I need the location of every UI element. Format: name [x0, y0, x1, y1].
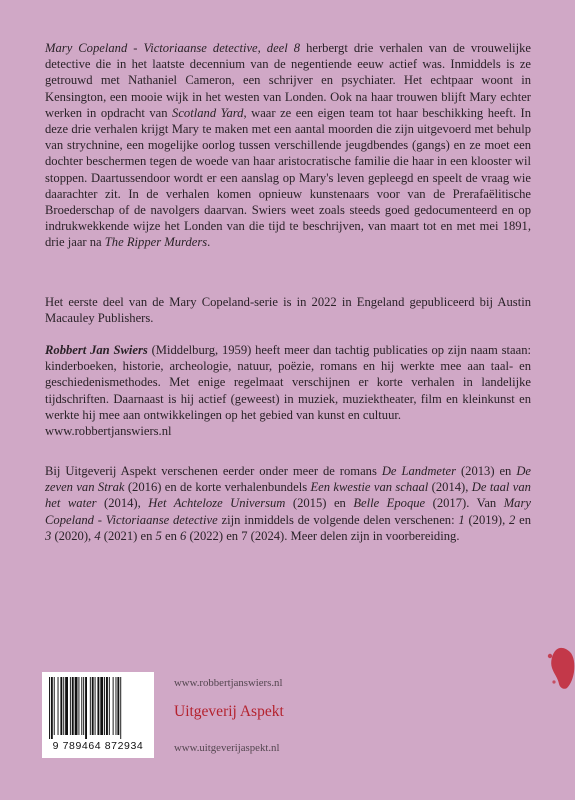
- bib-text: (2019),: [464, 512, 510, 527]
- red-paint-blot: [546, 644, 575, 690]
- author-bio-paragraph: [45, 342, 531, 439]
- book-title: De taal van het water: [45, 480, 531, 511]
- volume-number: 1: [458, 512, 465, 527]
- book-title: Het Achteloze Universum: [148, 496, 286, 511]
- publisher-name: Uitgeverij Aspekt: [174, 703, 284, 720]
- isbn-number: 9 789464 872934: [52, 740, 144, 752]
- series-title: Mary Copeland - Victoriaanse detective: [45, 496, 531, 527]
- author-name: Robbert Jan Swiers: [45, 343, 148, 357]
- scotland-yard: Scotland Yard: [172, 105, 244, 120]
- bib-text: (2013) en: [456, 464, 517, 478]
- book-title: Een kwestie van schaal: [310, 480, 429, 495]
- barcode-bars: [47, 677, 149, 739]
- bib-text: (2016) en de korte verhalenbundels: [124, 480, 311, 495]
- synopsis-text-1: herbergt drie verhalen van de vrouwelijke detective die in het laatste decennium van de negentiende eeuw actief was. Inmiddels is ze getrouwd met Nathaniel Cameron, een schrijver en psychiater. Het echtpaar woont in Kensington, een mooie wijk in het westen van Londen. Ook na haar trouwen blijft Mary echter werken in opdracht van: [45, 41, 532, 120]
- volume-number: 2: [509, 512, 516, 527]
- author-bio-text: (Middelburg, 1959) heeft meer dan tachtig publicaties op zijn naam staan: kinderboeken, historie, archeologie, natuur, poëzie, romans en hij werkte mee aan taal- en geschiedenismethodes. Met enige regelmaat verschijnen er korte verhalen in landelijke tijdschriften. Daarnaast is hij actief (geweest) in muziek, muziektheater, film en kleinkunst en werkte hij mee aan ontwikkelingen op het gebied van kunst en cultuur.: [45, 343, 531, 422]
- bib-text: (2020),: [51, 528, 95, 543]
- bib-text: (2015) en: [285, 496, 354, 511]
- volume-number: 5: [155, 528, 162, 543]
- book-title: De zeven van Strak: [45, 464, 531, 495]
- series-note-text: Het eerste deel van de Mary Copeland-serie is in 2022 in Engeland gepubliceerd bij Austin Macauley Publishers.: [45, 295, 531, 326]
- bib-text: (2021) en: [100, 528, 156, 543]
- ripper-murders: The Ripper Murders: [104, 235, 208, 250]
- publisher-url[interactable]: www.uitgeverijaspekt.nl: [174, 742, 280, 754]
- book-title: De Landmeter: [381, 464, 457, 478]
- bib-text: (2014),: [428, 480, 472, 495]
- bibliography-paragraph: [45, 463, 531, 544]
- bib-text: zijn inmiddels de volgende delen verschenen:: [217, 512, 459, 527]
- synopsis-paragraph: [45, 40, 531, 251]
- bib-text: Bij Uitgeverij Aspekt verschenen eerder onder meer de romans: [45, 464, 382, 478]
- synopsis-text-2: , waar ze een eigen team tot haar beschikking heeft. In deze drie verhalen krijgt Mary te maken met een aantal moorden die zijn uitgevoerd met behulp van strychnine, een mogelijke oorlog tussen verschillende jeugdbendes (gangs) en ze moet een dochter beschermen tegen de woede van haar aristocratische familie die haar in een klooster wil stoppen. Daartussendoor wordt er een aanslag op Mary's leven gepleegd en speelt de vraag wie daarachter zit. In de verhalen komen opnieuw kunstenaars voor van de Prerafaëlitische Broederschap of de navolgers daarvan. Swiers weet zoals steeds goed gedocumenteerd en op indrukwekkende wijze het Londen van die tijd te beschrijven, van maart tot en met mei 1891, drie jaar na: [45, 105, 531, 250]
- volume-number: 4: [94, 528, 101, 543]
- book-title: Belle Epoque: [353, 496, 426, 511]
- isbn-barcode: [42, 672, 154, 758]
- synopsis-text-3: .: [207, 235, 211, 250]
- bib-text: (2017). Van: [425, 496, 504, 511]
- bib-text: (2022) en 7 (2024). Meer delen zijn in voorbereiding.: [186, 528, 460, 543]
- series-title: Mary Copeland - Victoriaanse detective, deel 8: [45, 41, 301, 55]
- bib-text: en: [161, 528, 181, 543]
- bib-text: en: [515, 512, 532, 527]
- author-url[interactable]: www.robbertjanswiers.nl: [174, 677, 283, 689]
- author-website: www.robbertjanswiers.nl: [45, 424, 172, 439]
- volume-number: 3: [45, 528, 52, 543]
- series-note-paragraph: [45, 294, 531, 326]
- bib-text: (2014),: [96, 496, 149, 511]
- volume-number: 6: [180, 528, 187, 543]
